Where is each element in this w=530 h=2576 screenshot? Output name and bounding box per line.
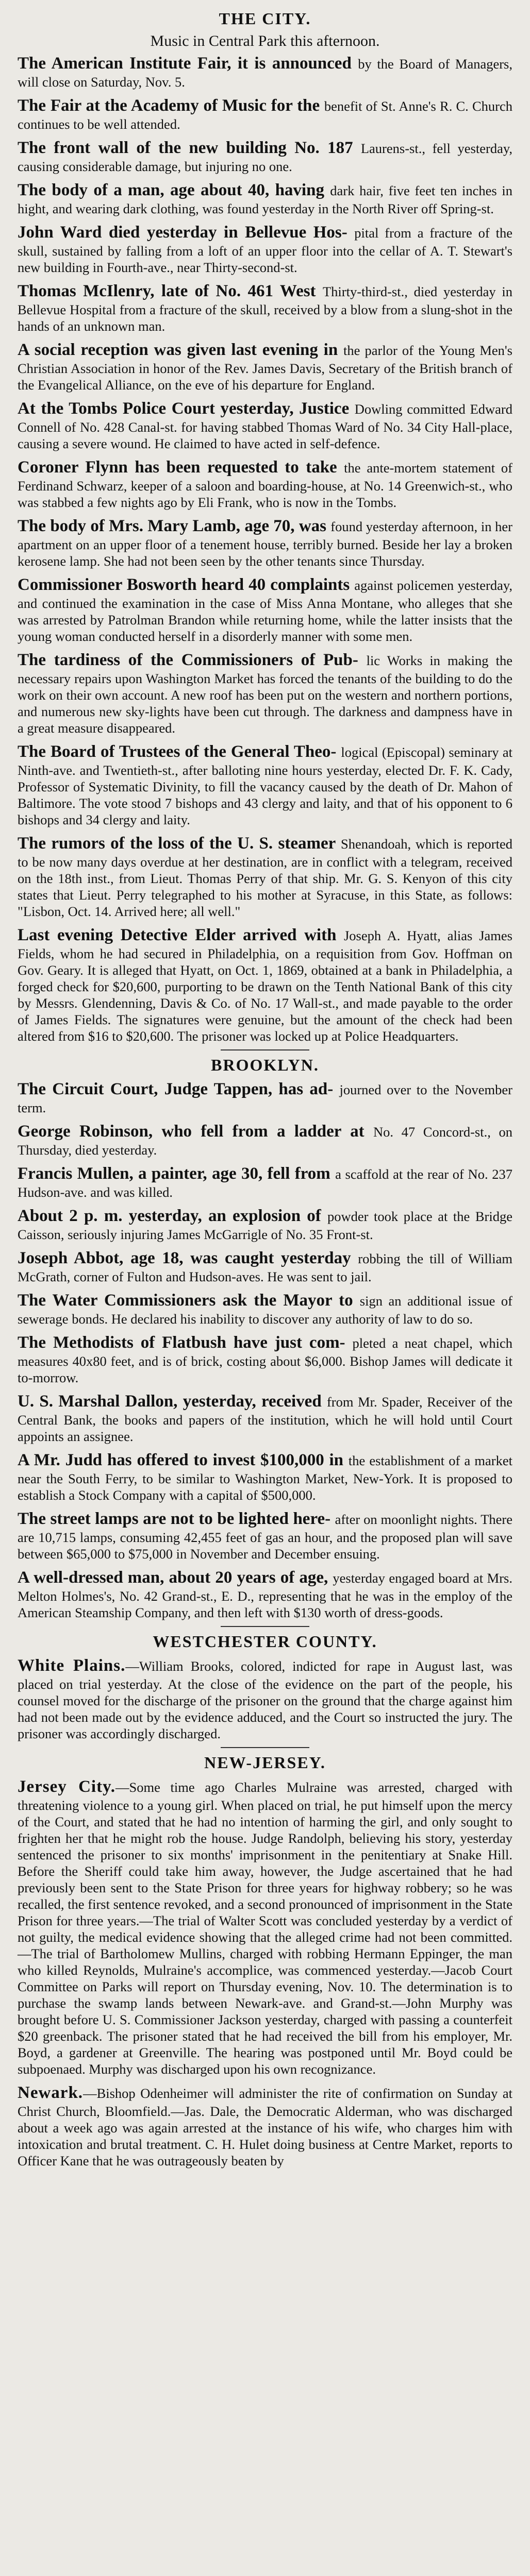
news-item — [18, 95, 512, 132]
news-item — [18, 574, 512, 645]
item-lead: Last evening Detective Elder arrived with — [18, 926, 344, 944]
item-lead: A well-dressed man, about 20 years of age, — [18, 1568, 333, 1587]
item-body: the establishment of a market near the South Ferry, to be similar to Washington Market, New-York. It is proposed to establish a Stock Company with a capital of $500,000. — [18, 1453, 512, 1503]
item-body: by the Board of Managers, will close on Saturday, Nov. 5. — [18, 56, 512, 90]
city-subhead: Music in Central Park this afternoon. — [150, 32, 380, 49]
item-lead: John Ward died yesterday in Bellevue Hos- — [18, 223, 355, 242]
news-item — [18, 1121, 512, 1158]
item-dateline: White Plains. — [18, 1656, 126, 1675]
section-head-westchester: WESTCHESTER COUNTY. — [153, 1632, 377, 1651]
item-body: robbing the till of William McGrath, corner of Fulton and Hudson-aves. He was sent to jail. — [18, 1251, 512, 1284]
news-item — [18, 457, 512, 511]
news-item — [18, 281, 512, 334]
item-lead: A Mr. Judd has offered to invest $100,000 in — [18, 1451, 349, 1469]
news-item — [18, 516, 512, 569]
item-body: Dowling committed Edward Connell of No. 428 Canal-st. for having stabbed Thomas Ward of No. 34 City Hall-place, causing a severe wound. He claimed to have acted in self-defence. — [18, 401, 512, 451]
item-lead: The body of Mrs. Mary Lamb, age 70, was — [18, 517, 331, 535]
item-lead: The street lamps are not to be lighted here- — [18, 1510, 335, 1528]
item-body: yesterday engaged board at Mrs. Melton Holmes's, No. 42 Grand-st., E. D., representing that he was in the employ of the American Steamship Company, and then left with $130 worth of dress-goods. — [18, 1570, 512, 1620]
brooklyn-items — [18, 1079, 512, 1621]
item-body: benefit of St. Anne's R. C. Church continues to be well attended. — [18, 98, 512, 132]
news-item — [18, 833, 512, 920]
item-lead: Thomas McIlenry, late of No. 461 West — [18, 282, 323, 300]
item-lead: Coroner Flynn has been requested to take — [18, 458, 344, 477]
section-divider — [221, 1747, 310, 1748]
news-item — [18, 1248, 512, 1285]
item-body: No. 47 Concord-st., on Thursday, died yesterday. — [18, 1124, 512, 1158]
item-lead: The Circuit Court, Judge Tappen, has ad- — [18, 1080, 340, 1098]
item-body: after on moonlight nights. There are 10,715 lamps, consuming 42,455 feet of gas an hour, and the proposed plan will save between $65,000 to $75,000 in November and December ensuing. — [18, 1512, 512, 1562]
news-item — [18, 925, 512, 1044]
westchester-items — [18, 1655, 512, 1742]
item-body: Joseph A. Hyatt, alias James Fields, whom he had secured in Philadelphia, on a requisition from Gov. Hoffman on Gov. Geary. It is alleged that Hyatt, on Oct. 1, 1869, obtained at a bank in Philadelphia, a forged check for $20,600, purporting to be drawn on the Tenth National Bank of this city by Messrs. Glendenning, Davis & Co. of No. 17 Wall-st., and made payable to the order of James Fields. The signatures were genuine, but the amount of the check had been altered from $16 to $20,600. The prisoner was locked up at Police Headquarters. — [18, 928, 512, 1044]
item-body: logical (Episcopal) seminary at Ninth-ave. and Twentieth-st., after balloting nine hours yesterday, elected Dr. F. K. Cady, Professor of Systematic Divinity, to fill the vacancy caused by the death of Dr. Mahon of Baltimore. The vote stood 7 bishops and 43 clergy and laity, and that of his opponent to 6 bishops and 34 clergy and laity. — [18, 744, 512, 827]
item-body: journed over to the November term. — [18, 1082, 512, 1115]
news-item — [18, 53, 512, 90]
item-lead: A social reception was given last evening in — [18, 341, 343, 359]
item-lead: George Robinson, who fell from a ladder at — [18, 1122, 373, 1141]
item-lead: The rumors of the loss of the U. S. steamer — [18, 834, 341, 853]
item-body: pleted a neat chapel, which measures 40x80 feet, and is of brick, costing about $6,000. Bishop James will dedicate it to-morrow. — [18, 1335, 512, 1385]
item-lead: The Fair at the Academy of Music for the — [18, 96, 324, 115]
news-item — [18, 1450, 512, 1503]
section-divider — [221, 1626, 310, 1627]
section-divider — [221, 1049, 310, 1050]
item-body: sign an additional issue of sewerage bonds. He declared his inability to discover any authority of law to do so. — [18, 1293, 512, 1327]
news-item — [18, 741, 512, 828]
item-body: the ante-mortem statement of Ferdinand Schwarz, keeper of a saloon and boarding-house, at No. 14 Greenwich-st., who was stabbed a few nights ago by Eli Frank, who is now in the Tombs. — [18, 460, 512, 510]
item-body: lic Works in making the necessary repairs upon Washington Market has forced the tenants of the building to do the work on their own account. A new roof has been put on the western and northern portions, and numerous new sky-lights have been cut through. The darkness and dampness have in a great measure disappeared. — [18, 653, 512, 736]
item-body: —Bishop Odenheimer will administer the rite of confirmation on Sunday at Christ Church, Bloomfield.—Jas. Dale, the Democratic Alderman, who was discharged about a week ago was again arrested at the instance of his wife, who charges him with intoxication and brutal treatment. C. H. Hulet doing business at Centre Market, reports to Officer Kane that he was outrageously beaten by — [18, 2086, 512, 2168]
item-body: from Mr. Spader, Receiver of the Central Bank, the books and papers of the institution, which he will hold until Court appoints an assignee. — [18, 1394, 512, 1444]
item-dateline: Newark. — [18, 2083, 84, 2102]
item-dateline: Jersey City. — [18, 1777, 116, 1796]
news-item — [18, 222, 512, 276]
item-lead: The Water Commissioners ask the Mayor to — [18, 1291, 360, 1310]
news-item — [18, 1163, 512, 1200]
new-jersey-items — [18, 1776, 512, 2169]
news-item — [18, 1079, 512, 1116]
news-item — [18, 138, 512, 175]
news-item — [18, 1655, 512, 1742]
item-lead: Francis Mullen, a painter, age 30, fell from — [18, 1164, 336, 1183]
item-body: found yesterday afternoon, in her apartment on an upper floor of a tenement house, terribly burned. Beside her lay a broken kerosene lamp. She had not been seen by the other tenants since Thursday. — [18, 519, 512, 569]
news-item — [18, 1332, 512, 1386]
section-head-new-jersey: NEW-JERSEY. — [204, 1753, 326, 1772]
item-lead: The tardiness of the Commissioners of Pub- — [18, 651, 367, 669]
item-body: against policemen yesterday, and continued the examination in the case of Miss Anna Montane, who alleges that she was arrested by Patrolman Brandon while returning home, while the latter insists that the young woman conducted herself in a disorderly manner with some men. — [18, 578, 512, 644]
city-items — [18, 53, 512, 1044]
news-item — [18, 1567, 512, 1621]
item-body: a scaffold at the rear of No. 237 Hudson-ave. and was killed. — [18, 1166, 512, 1200]
item-body: the parlor of the Young Men's Christian Association in honor of the Rev. James Davis, Secretary of the British branch of the Evangelical Alliance, on the eve of his departure for England. — [18, 343, 512, 393]
item-lead: At the Tombs Police Court yesterday, Justice — [18, 399, 355, 418]
news-item — [18, 340, 512, 393]
item-lead: About 2 p. m. yesterday, an explosion of — [18, 1207, 327, 1225]
news-item — [18, 1206, 512, 1243]
news-item — [18, 1391, 512, 1445]
item-lead: The body of a man, age about 40, having — [18, 181, 330, 199]
item-body: Laurens-st., fell yesterday, causing considerable damage, but injuring no one. — [18, 141, 512, 174]
section-head-brooklyn: BROOKLYN. — [211, 1056, 319, 1074]
news-item — [18, 1290, 512, 1327]
item-body: —Some time ago Charles Mulraine was arrested, charged with threatening violence to a young girl. When placed on trial, he put himself upon the mercy of the Court, and stated that he had no intention of harming the girl, and only sought to frighten her that he might rob the house. Judge Randolph, believing his story, yesterday sentenced the prisoner to six months' imprisonment in the penitentiary at Snake Hill. Before the Sheriff could take him away, however, the Judge ascertained that he had previously been sent to the State Prison for three years for highway robbery; so he was recalled, the first sentence revoked, and a second pronounced of imprisonment in the State Prison for three years.—The trial of Walter Scott was concluded yesterday by a verdict of not guilty, the medical evidence showing that the alleged crime had not been committed.—The trial of Bartholomew Mullins, charged with robbing Hermann Eppinger, the man who killed Reynolds, Mulraine's accomplice, was commenced yesterday.—Jacob Court Committee on Parks will report on Thursday evening, Nov. 10. The determination is to purchase the swamp lands between Newark-ave. and Grand-st.—John Murphy was brought before U. S. Commissioner Jackson yesterday, charged with passing a counterfeit $20 greenback. The prisoner stated that he had received the bill from his employer, Mr. Boyd, a gardener at Greenville. The hearing was postponed until Mr. Boyd could be subpoenaed. Murphy was discharged upon his own recognizance. — [18, 1780, 512, 2077]
news-item — [18, 180, 512, 217]
news-item — [18, 1776, 512, 2077]
item-body: powder took place at the Bridge Caisson, seriously injuring James McGarrigle of No. 35 Front-st. — [18, 1209, 512, 1242]
item-lead: The front wall of the new building No. 187 — [18, 139, 361, 157]
item-body: Thirty-third-st., died yesterday in Bellevue Hospital from a fracture of the skull, received by a blow from a slung-shot in the hands of an unknown man. — [18, 284, 512, 334]
item-lead: The Board of Trustees of the General Theo- — [18, 742, 341, 761]
item-body: Shenandoah, which is reported to be now many days overdue at her destination, are in conflict with a telegram, received on the 18th inst., from Lieut. Thomas Perry of that ship. Mr. G. S. Kenyon of this city states that Lieut. Perry telegraphed to his mother at Syracuse, in this State, as follows: "Lisbon, Oct. 14. Arrived here; all well." — [18, 836, 512, 919]
news-item — [18, 398, 512, 452]
section-head-city: THE CITY. — [219, 9, 311, 28]
item-body: —William Brooks, colored, indicted for rape in August last, was placed on trial yesterday. At the close of the evidence on the part of the people, his counsel moved for the discharge of the prisoner on the ground that the charge against him had not been made out by the evidence adduced, and the Court so instructed the jury. The prisoner was accordingly discharged. — [18, 1658, 512, 1741]
item-lead: The American Institute Fair, it is announced — [18, 54, 358, 73]
news-item — [18, 2082, 512, 2169]
item-lead: U. S. Marshal Dallon, yesterday, received — [18, 1392, 327, 1411]
news-item — [18, 1509, 512, 1562]
item-lead: The Methodists of Flatbush have just com- — [18, 1333, 353, 1352]
news-item — [18, 650, 512, 736]
item-body: dark hair, five feet ten inches in hight, and wearing dark clothing, was found yesterday in the North River off Spring-st. — [18, 183, 513, 216]
item-lead: Joseph Abbot, age 18, was caught yesterday — [18, 1249, 358, 1267]
item-body: pital from a fracture of the skull, sustained by falling from a loft of an upper floor into the cellar of A. T. Stewart's new building in Fourth-ave., near Thirty-second-st. — [18, 225, 512, 275]
item-lead: Commissioner Bosworth heard 40 complaints — [18, 575, 355, 594]
